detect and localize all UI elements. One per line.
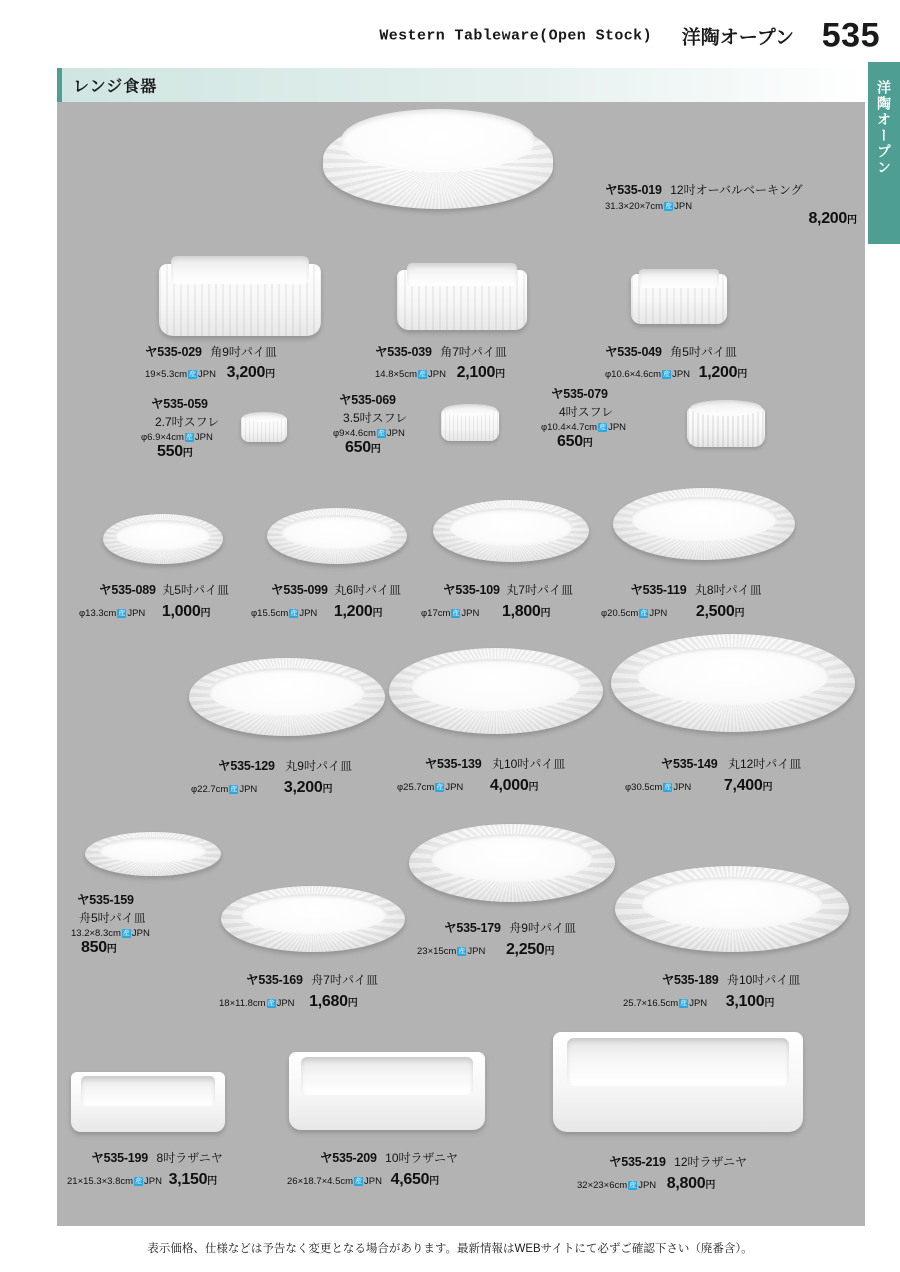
product-item <box>603 860 859 1030</box>
product-code: ヤ535-219 <box>608 1155 666 1169</box>
dish-image-round-5 <box>103 514 223 570</box>
dish-image-round-10 <box>389 648 603 746</box>
product-price: 650 <box>557 433 583 450</box>
product-spec: φ9×4.6cm 産 JPN <box>333 428 405 439</box>
currency-symbol: 円 <box>762 782 773 793</box>
product-name: 12吋オーバルベーキング <box>670 183 803 197</box>
footer-note: 表示価格、仕様などは予告なく変更となる場合があります。最新情報はWEBサイトにて必ずご確認下さい（廃番含）。 <box>147 1243 753 1255</box>
currency-symbol: 円 <box>540 608 551 619</box>
dish-image-square-5 <box>631 266 727 332</box>
dish-image-lasagna-8 <box>71 1072 225 1140</box>
dish-image-round-9 <box>189 658 385 748</box>
product-code: ヤ535-089 <box>99 583 156 597</box>
product-item <box>207 880 417 1030</box>
dish-image-souffle-3-5 <box>441 402 499 444</box>
product-caption <box>175 756 395 797</box>
product-price: 4,650 <box>390 1171 430 1188</box>
product-price: 2,500 <box>695 603 735 620</box>
product-caption <box>605 180 857 228</box>
product-item <box>413 492 603 648</box>
product-price: 1,800 <box>501 603 541 620</box>
product-caption <box>535 384 626 451</box>
product-spec: 23×15cm 産 JPN 2,250円 <box>417 941 555 958</box>
product-price: 1,680 <box>309 993 348 1010</box>
origin-badge-icon: 産 <box>267 1000 275 1007</box>
product-name: 8吋ラザニヤ <box>156 1151 223 1165</box>
currency-symbol: 円 <box>200 608 211 619</box>
header-title-english: Western Tableware(Open Stock) <box>379 27 652 45</box>
product-name: 2.7吋スフレ <box>155 415 220 429</box>
product-price: 850 <box>81 939 107 956</box>
origin-badge-icon: 産 <box>419 371 426 378</box>
product-code: ヤ535-189 <box>661 973 719 987</box>
product-price: 3,200 <box>226 364 266 381</box>
product-item <box>57 102 865 232</box>
dish-image-souffle-4 <box>687 398 765 450</box>
product-code: ヤ535-039 <box>375 345 432 359</box>
origin-badge-icon: 産 <box>230 786 238 793</box>
product-spec: 14.8×5cm 産 JPN 2,100円 <box>375 364 506 381</box>
product-name: 丸9吋パイ皿 <box>285 759 352 773</box>
product-name: 舟5吋パイ皿 <box>79 911 146 925</box>
product-item <box>375 250 565 380</box>
product-code: ヤ535-119 <box>630 583 687 597</box>
product-code: ヤ535-199 <box>91 1151 149 1165</box>
product-caption <box>591 580 801 621</box>
origin-badge-icon: 産 <box>355 1178 363 1185</box>
product-name: 丸6吋パイ皿 <box>334 583 401 597</box>
origin-badge-icon: 産 <box>452 610 460 617</box>
origin-badge-icon: 産 <box>663 371 671 378</box>
dish-image-lasagna-10 <box>289 1052 485 1140</box>
currency-symbol: 円 <box>372 608 383 619</box>
product-name: 角5吋パイ皿 <box>670 345 737 359</box>
product-name: 丸10吋パイ皿 <box>491 757 566 771</box>
currency-symbol: 円 <box>370 444 381 455</box>
origin-badge-icon: 産 <box>640 610 648 617</box>
currency-symbol: 円 <box>705 1180 716 1191</box>
product-price: 2,100 <box>456 364 496 381</box>
origin-badge-icon: 産 <box>629 1182 637 1189</box>
product-price: 550 <box>157 443 183 460</box>
product-spec: 32×23×6cm 産 JPN 8,800円 <box>577 1175 716 1192</box>
product-item <box>535 384 765 480</box>
product-item <box>535 1022 821 1192</box>
dish-image-round-12 <box>611 634 855 746</box>
product-caption <box>207 970 417 1011</box>
dish-image-boat-7 <box>221 886 405 960</box>
dish-image-boat-5 <box>85 832 221 882</box>
product-code: ヤ535-099 <box>271 583 328 597</box>
currency-symbol: 円 <box>764 998 775 1009</box>
product-item <box>605 254 795 380</box>
product-price: 2,250 <box>505 941 545 958</box>
product-spec: φ6.9×4cm 産 JPN <box>141 432 213 443</box>
product-spec: 26×18.7×4.5cm 産 JPN 4,650円 <box>287 1171 440 1188</box>
product-caption <box>375 342 507 382</box>
product-spec: 13.2×8.3cm 産 JPN <box>71 928 150 939</box>
product-spec: 31.3×20×7cm 産 JPN <box>605 201 693 212</box>
origin-badge-icon: 産 <box>135 1178 143 1185</box>
product-caption <box>395 918 625 959</box>
product-item <box>145 242 335 382</box>
product-name: 丸12吋パイ皿 <box>727 757 802 771</box>
product-code: ヤ535-069 <box>339 393 396 407</box>
product-code: ヤ535-019 <box>605 183 662 197</box>
product-price: 650 <box>345 439 371 456</box>
product-spec: φ22.7cm 産 JPN 3,200円 <box>191 779 333 796</box>
currency-symbol: 円 <box>347 998 358 1009</box>
product-spec: φ10.4×4.7cm 産 JPN <box>541 422 627 433</box>
dish-image-boat-9 <box>409 824 615 912</box>
dish-image-round-7 <box>433 500 589 572</box>
product-caption <box>375 754 615 795</box>
currency-symbol: 円 <box>265 369 276 380</box>
product-code: ヤ535-079 <box>551 387 608 401</box>
product-name: 角9吋パイ皿 <box>210 345 277 359</box>
product-code: ヤ535-169 <box>246 973 303 987</box>
dish-image-souffle-2-7 <box>241 410 287 444</box>
product-item <box>71 508 257 648</box>
currency-symbol: 円 <box>847 215 857 226</box>
product-spec: 18×11.8cm 産 JPN 1,680円 <box>219 993 358 1010</box>
dish-image-square-7 <box>397 260 527 338</box>
currency-symbol: 円 <box>106 944 117 955</box>
origin-badge-icon: 産 <box>664 784 672 791</box>
banner-accent-bar <box>57 68 62 102</box>
currency-symbol: 円 <box>495 369 506 380</box>
product-name: 舟10吋パイ皿 <box>726 973 801 987</box>
dish-image-lasagna-12 <box>553 1032 803 1144</box>
product-price: 1,200 <box>698 364 738 381</box>
side-tab-category <box>868 62 900 244</box>
product-caption <box>129 394 219 461</box>
product-item <box>319 390 529 480</box>
origin-badge-icon: 産 <box>185 434 193 441</box>
header-title-japanese: 洋陶オープン <box>681 27 794 49</box>
product-name: 4吋スフレ <box>559 405 614 419</box>
product-price: 3,150 <box>168 1171 208 1188</box>
currency-symbol: 円 <box>528 782 539 793</box>
product-item <box>597 628 865 812</box>
product-price: 7,400 <box>723 777 763 794</box>
currency-symbol: 円 <box>207 1176 218 1187</box>
product-code: ヤ535-149 <box>660 757 718 771</box>
product-item <box>591 482 801 648</box>
product-name: 舟7吋パイ皿 <box>311 973 378 987</box>
product-code: ヤ535-109 <box>443 583 500 597</box>
product-price: 1,000 <box>161 603 201 620</box>
product-spec: φ30.5cm 産 JPN 7,400円 <box>625 777 773 794</box>
product-caption <box>535 1152 821 1193</box>
section-banner <box>57 68 865 102</box>
product-caption <box>275 1148 503 1189</box>
product-name: 12吋ラザニヤ <box>674 1155 748 1169</box>
currency-symbol: 円 <box>582 438 593 449</box>
page-number: 535 <box>821 16 880 55</box>
product-code: ヤ535-139 <box>424 757 482 771</box>
product-code: ヤ535-059 <box>151 397 208 411</box>
product-code: ヤ535-029 <box>145 345 202 359</box>
product-spec: 19×5.3cm 産 JPN 3,200円 <box>145 364 276 381</box>
section-title: レンジ食器 <box>73 78 158 96</box>
product-spec: φ17cm 産 JPN 1,800円 <box>421 603 551 620</box>
origin-badge-icon: 産 <box>290 610 298 617</box>
product-name: 丸7吋パイ皿 <box>506 583 573 597</box>
dish-image-round-8 <box>613 488 795 572</box>
product-caption <box>57 1148 257 1189</box>
product-caption <box>145 342 277 382</box>
currency-symbol: 円 <box>734 608 745 619</box>
product-item <box>175 652 395 812</box>
product-caption <box>71 580 257 621</box>
currency-symbol: 円 <box>429 1176 440 1187</box>
origin-badge-icon: 産 <box>680 1000 688 1007</box>
product-name: 丸8吋パイ皿 <box>694 583 762 597</box>
product-spec: φ13.3cm 産 JPN 1,000円 <box>79 603 211 620</box>
product-caption <box>605 342 747 382</box>
side-tab-label: 洋陶オープン <box>876 80 892 176</box>
product-spec: φ10.6×4.6cm 産 JPN 1,200円 <box>605 364 748 381</box>
product-caption <box>319 390 407 457</box>
product-code: ヤ535-159 <box>77 893 134 907</box>
product-spec: φ20.5cm 産 JPN 2,500円 <box>601 603 745 620</box>
product-item <box>243 500 429 648</box>
page-header <box>0 0 900 68</box>
product-name: 角7吋パイ皿 <box>440 345 507 359</box>
product-caption <box>243 580 429 621</box>
currency-symbol: 円 <box>182 448 193 459</box>
product-code: ヤ535-129 <box>218 759 275 773</box>
product-price: 3,200 <box>283 779 323 796</box>
origin-badge-icon: 産 <box>118 610 126 617</box>
product-spec: 25.7×16.5cm 産 JPN 3,100円 <box>623 993 775 1010</box>
product-item <box>129 394 329 484</box>
product-item <box>275 1042 503 1192</box>
product-caption <box>413 580 603 621</box>
product-spec: φ15.5cm 産 JPN 1,200円 <box>251 603 383 620</box>
product-price: 8,200 <box>808 210 847 227</box>
product-item <box>375 642 615 812</box>
currency-symbol: 円 <box>544 946 555 957</box>
product-grid <box>57 102 865 1226</box>
product-price: 4,000 <box>489 777 529 794</box>
product-caption <box>603 970 859 1011</box>
origin-badge-icon: 産 <box>122 930 130 937</box>
origin-badge-icon: 産 <box>436 784 444 791</box>
product-name: 舟9吋パイ皿 <box>509 921 576 935</box>
product-name: 3.5吋スフレ <box>343 411 408 425</box>
origin-badge-icon: 産 <box>458 948 466 955</box>
dish-image-boat-10 <box>615 866 849 962</box>
origin-badge-icon: 産 <box>665 203 673 210</box>
origin-badge-icon: 産 <box>599 424 607 431</box>
origin-badge-icon: 産 <box>377 430 385 437</box>
product-spec: φ25.7cm 産 JPN 4,000円 <box>397 777 539 794</box>
product-caption <box>67 890 150 957</box>
product-code: ヤ535-179 <box>444 921 501 935</box>
product-spec: 21×15.3×3.8cm 産 JPN 3,150円 <box>67 1171 218 1188</box>
product-caption <box>597 754 865 795</box>
origin-badge-icon: 産 <box>189 371 196 378</box>
product-code: ヤ535-209 <box>319 1151 377 1165</box>
currency-symbol: 円 <box>322 784 333 795</box>
dish-image-round-6 <box>267 508 407 572</box>
product-price: 1,200 <box>333 603 373 620</box>
product-item <box>57 1062 257 1192</box>
product-item <box>395 818 625 978</box>
dish-image-oval-baking <box>323 109 553 214</box>
currency-symbol: 円 <box>737 369 748 380</box>
product-name: 丸5吋パイ皿 <box>162 583 229 597</box>
dish-image-square-9 <box>159 252 321 344</box>
product-price: 8,800 <box>666 1175 706 1192</box>
product-name: 10吋ラザニヤ <box>385 1151 459 1165</box>
product-code: ヤ535-049 <box>605 345 662 359</box>
product-price: 3,100 <box>725 993 765 1010</box>
